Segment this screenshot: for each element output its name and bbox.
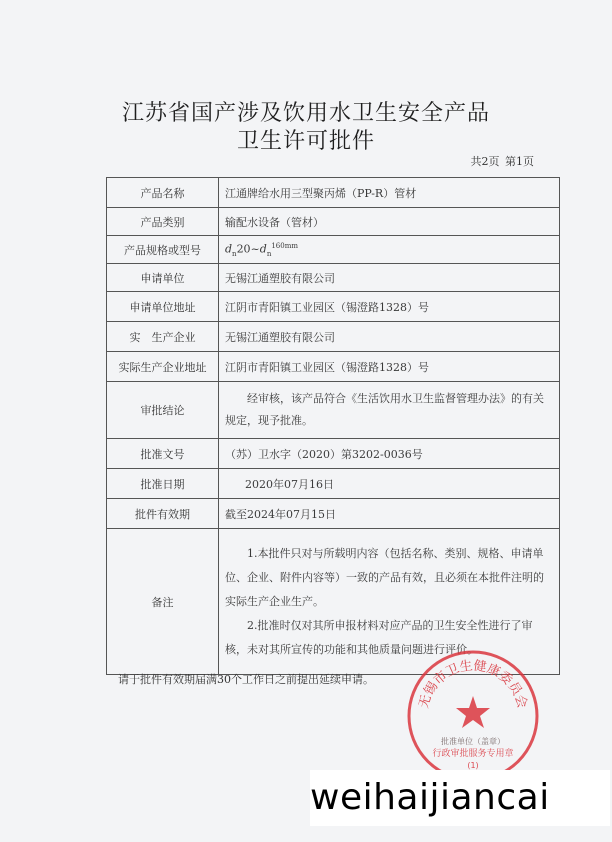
table-row xyxy=(107,322,560,352)
product-category-value: 输配水设备（管材） xyxy=(219,208,560,236)
approval-date-label: 批准日期 xyxy=(107,469,219,499)
document-number-label: 批准文号 xyxy=(107,439,219,469)
svg-text:行政审批服务专用章: 行政审批服务专用章 xyxy=(432,749,514,759)
document-number-value: （苏）卫水字（2020）第3202-0036号 xyxy=(219,439,560,469)
table-row xyxy=(107,208,560,236)
table-row xyxy=(107,292,560,322)
current-page: 第1页 xyxy=(505,155,534,168)
product-category-label: 产品类别 xyxy=(107,208,219,236)
table-row xyxy=(107,178,560,208)
remark-note-1: 1.本批件只对与所载明内容（包括名称、类别、规格、申请单位、企业、附件内容等）一致的产品有效，且必须在本批件注明的实际生产企业生产。 xyxy=(225,546,544,608)
table-row xyxy=(107,264,560,292)
svg-text:批准单位（盖章）: 批准单位（盖章） xyxy=(441,737,505,746)
product-name-value: 江通牌给水用三型聚丙烯（PP-R）管材 xyxy=(219,178,560,208)
total-pages: 共2页 xyxy=(470,155,500,168)
svg-text:(1): (1) xyxy=(467,761,479,770)
renewal-footnote: 请于批件有效期届满30个工作日之前提出延续申请。 xyxy=(118,673,374,686)
conclusion-value: 经审核，该产品符合《生活饮用水卫生监督管理办法》的有关规定，现予批准。 xyxy=(219,382,560,439)
product-name-label: 产品名称 xyxy=(107,178,219,208)
validity-label: 批件有效期 xyxy=(107,499,219,529)
applicant-address-value: 江阴市青阳镇工业园区（锡澄路1328）号 xyxy=(219,292,560,322)
watermark-text: weihaijiancai xyxy=(310,770,610,826)
table-row xyxy=(107,382,560,439)
product-spec-label: 产品规格或型号 xyxy=(107,236,219,264)
manufacturer-address-value: 江阴市青阳镇工业园区（锡澄路1328）号 xyxy=(219,352,560,382)
product-spec-value: $d_n20\sim d_n^{160mm}$ xyxy=(219,236,560,264)
validity-value: 截至2024年07月15日 xyxy=(219,499,560,529)
applicant-label: 申请单位 xyxy=(107,264,219,292)
document-title-line1: 江苏省国产涉及饮用水卫生安全产品 xyxy=(121,101,490,126)
approval-date-value: 2020年07月16日 xyxy=(219,469,560,499)
manufacturer-address-label: 实际生产企业地址 xyxy=(107,352,219,382)
table-row xyxy=(107,439,560,469)
applicant-address-label: 申请单位地址 xyxy=(107,292,219,322)
official-seal xyxy=(405,648,541,784)
table-row xyxy=(107,236,560,264)
remarks-label: 备注 xyxy=(107,529,219,675)
svg-text:无锡市卫生健康委员会: 无锡市卫生健康委员会 xyxy=(416,658,530,711)
table-row xyxy=(107,469,560,499)
table-row xyxy=(107,499,560,529)
page-indicator xyxy=(469,153,535,169)
remark-note-2: 2.批准时仅对其所申报材料对应产品的卫生安全性进行了审核，未对其所宣传的功能和其他质量问题进行评价。 xyxy=(225,618,533,656)
manufacturer-label: 实 生产企业 xyxy=(107,322,219,352)
manufacturer-value: 无锡江通塑胶有限公司 xyxy=(219,322,560,352)
document-title-line2: 卫生许可批件 xyxy=(236,129,375,154)
table-row xyxy=(107,352,560,382)
applicant-value: 无锡江通塑胶有限公司 xyxy=(219,264,560,292)
conclusion-label: 审批结论 xyxy=(107,382,219,439)
permit-table xyxy=(106,177,560,675)
